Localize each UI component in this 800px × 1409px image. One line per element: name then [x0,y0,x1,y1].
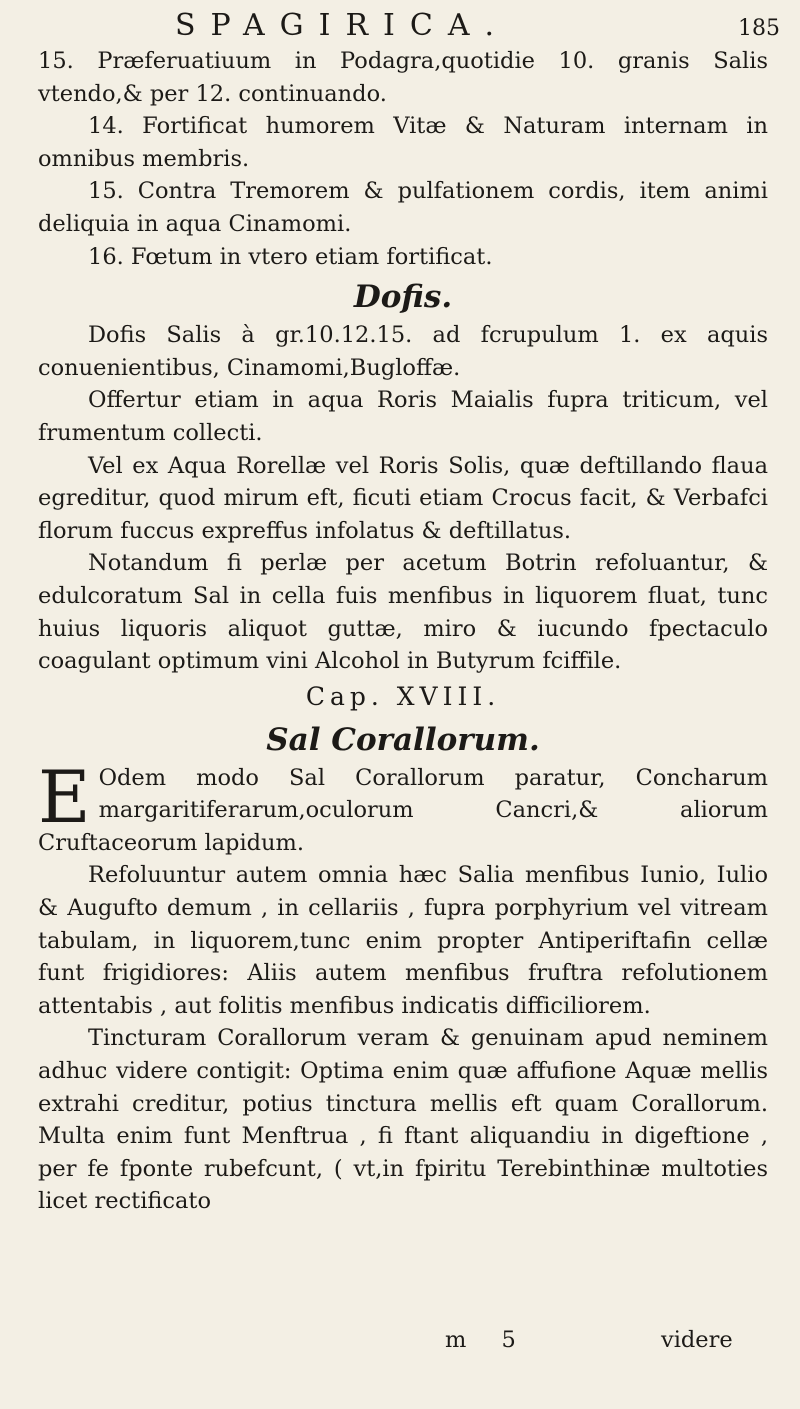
section-title: Sal Corallorum. [266,721,540,758]
running-title: SPAGIRICA. [175,8,510,43]
chapter-first-text: Odem modo Sal Corallorum paratur, Concharum margaritiferarum,oculorum Cancri,& aliorum Cruftaceorum lapidum. [38,764,768,856]
chapter-paragraph: Tincturam Corallorum veram & genuinam apud neminem adhuc videre contigit: Optima enim quæ affufione Aquæ mellis extrahi creditur, potius tinctura mellis eft quam Corallorum. Multa enim funt Menftrua , fi ftant aliquandiu in digeftione , per fe fponte rubefcunt, ( vt,in fpiritu Terebinthinæ multoties licet rectificato [38,1025,768,1215]
drop-capital: E [38,754,91,839]
page-header [0,8,800,48]
signature-mark: m 5 [445,1327,530,1353]
paragraph-16: 16. Fœtum in vtero etiam fortificat. [88,243,493,270]
chapter-heading: Cap. XVIII. [305,681,501,711]
page-number: 185 [738,16,780,41]
chapter-paragraph: Refoluuntur autem omnia hæc Salia menfibus Iunio, Iulio & Augufto demum , in cellariis , fupra porphyrium vel vitream tabulam, in liquorem,tunc enim propter Antiperiftafin cellæ funt frigidiores: Aliis autem menfibus fruftra refolutionem attentabis , aut folitis menfibus indicatis difficiliorem. [38,862,768,1019]
page-text [38,45,768,1218]
page-footer [0,1327,800,1367]
dosis-paragraph: Vel ex Aqua Rorellæ vel Roris Solis, quæ deftillando flaua egreditur, quod mirum eft, ficuti etiam Crocus facit, & Verbafci florum fuccus expreffus infolatus & deftillatus. [38,452,768,544]
dosis-paragraph: Notandum fi perlæ per acetum Botrin refoluantur, & edulcoratum Sal in cella fuis menfibus in liquorem fluat, tunc huius liquoris aliquot guttæ, miro & iucundo fpectaculo coagulant optimum vini Alcohol in Butyrum fciffile. [38,550,768,675]
paragraph-15: 15. Præferuatiuum in Podagra,quotidie 10. granis Salis vtendo,& per 12. continuando. [38,48,768,107]
catchword: videre [661,1327,733,1353]
chapter-first-paragraph [38,754,768,860]
paragraph-15b: 15. Contra Tremorem & pulfationem cordis, item animi deliquia in aqua Cinamomi. [38,178,768,237]
dosis-paragraph: Offertur etiam in aqua Roris Maialis fupra triticum, vel frumentum collecti. [38,387,768,446]
dosis-paragraph: Dofis Salis à gr.10.12.15. ad fcrupulum 1. ex aquis conuenientibus, Cinamomi,Bugloffæ. [38,322,768,381]
dosis-heading: Dofis. [353,279,453,316]
paragraph-14: 14. Fortificat humorem Vitæ & Naturam internam in omnibus membris. [38,113,768,172]
